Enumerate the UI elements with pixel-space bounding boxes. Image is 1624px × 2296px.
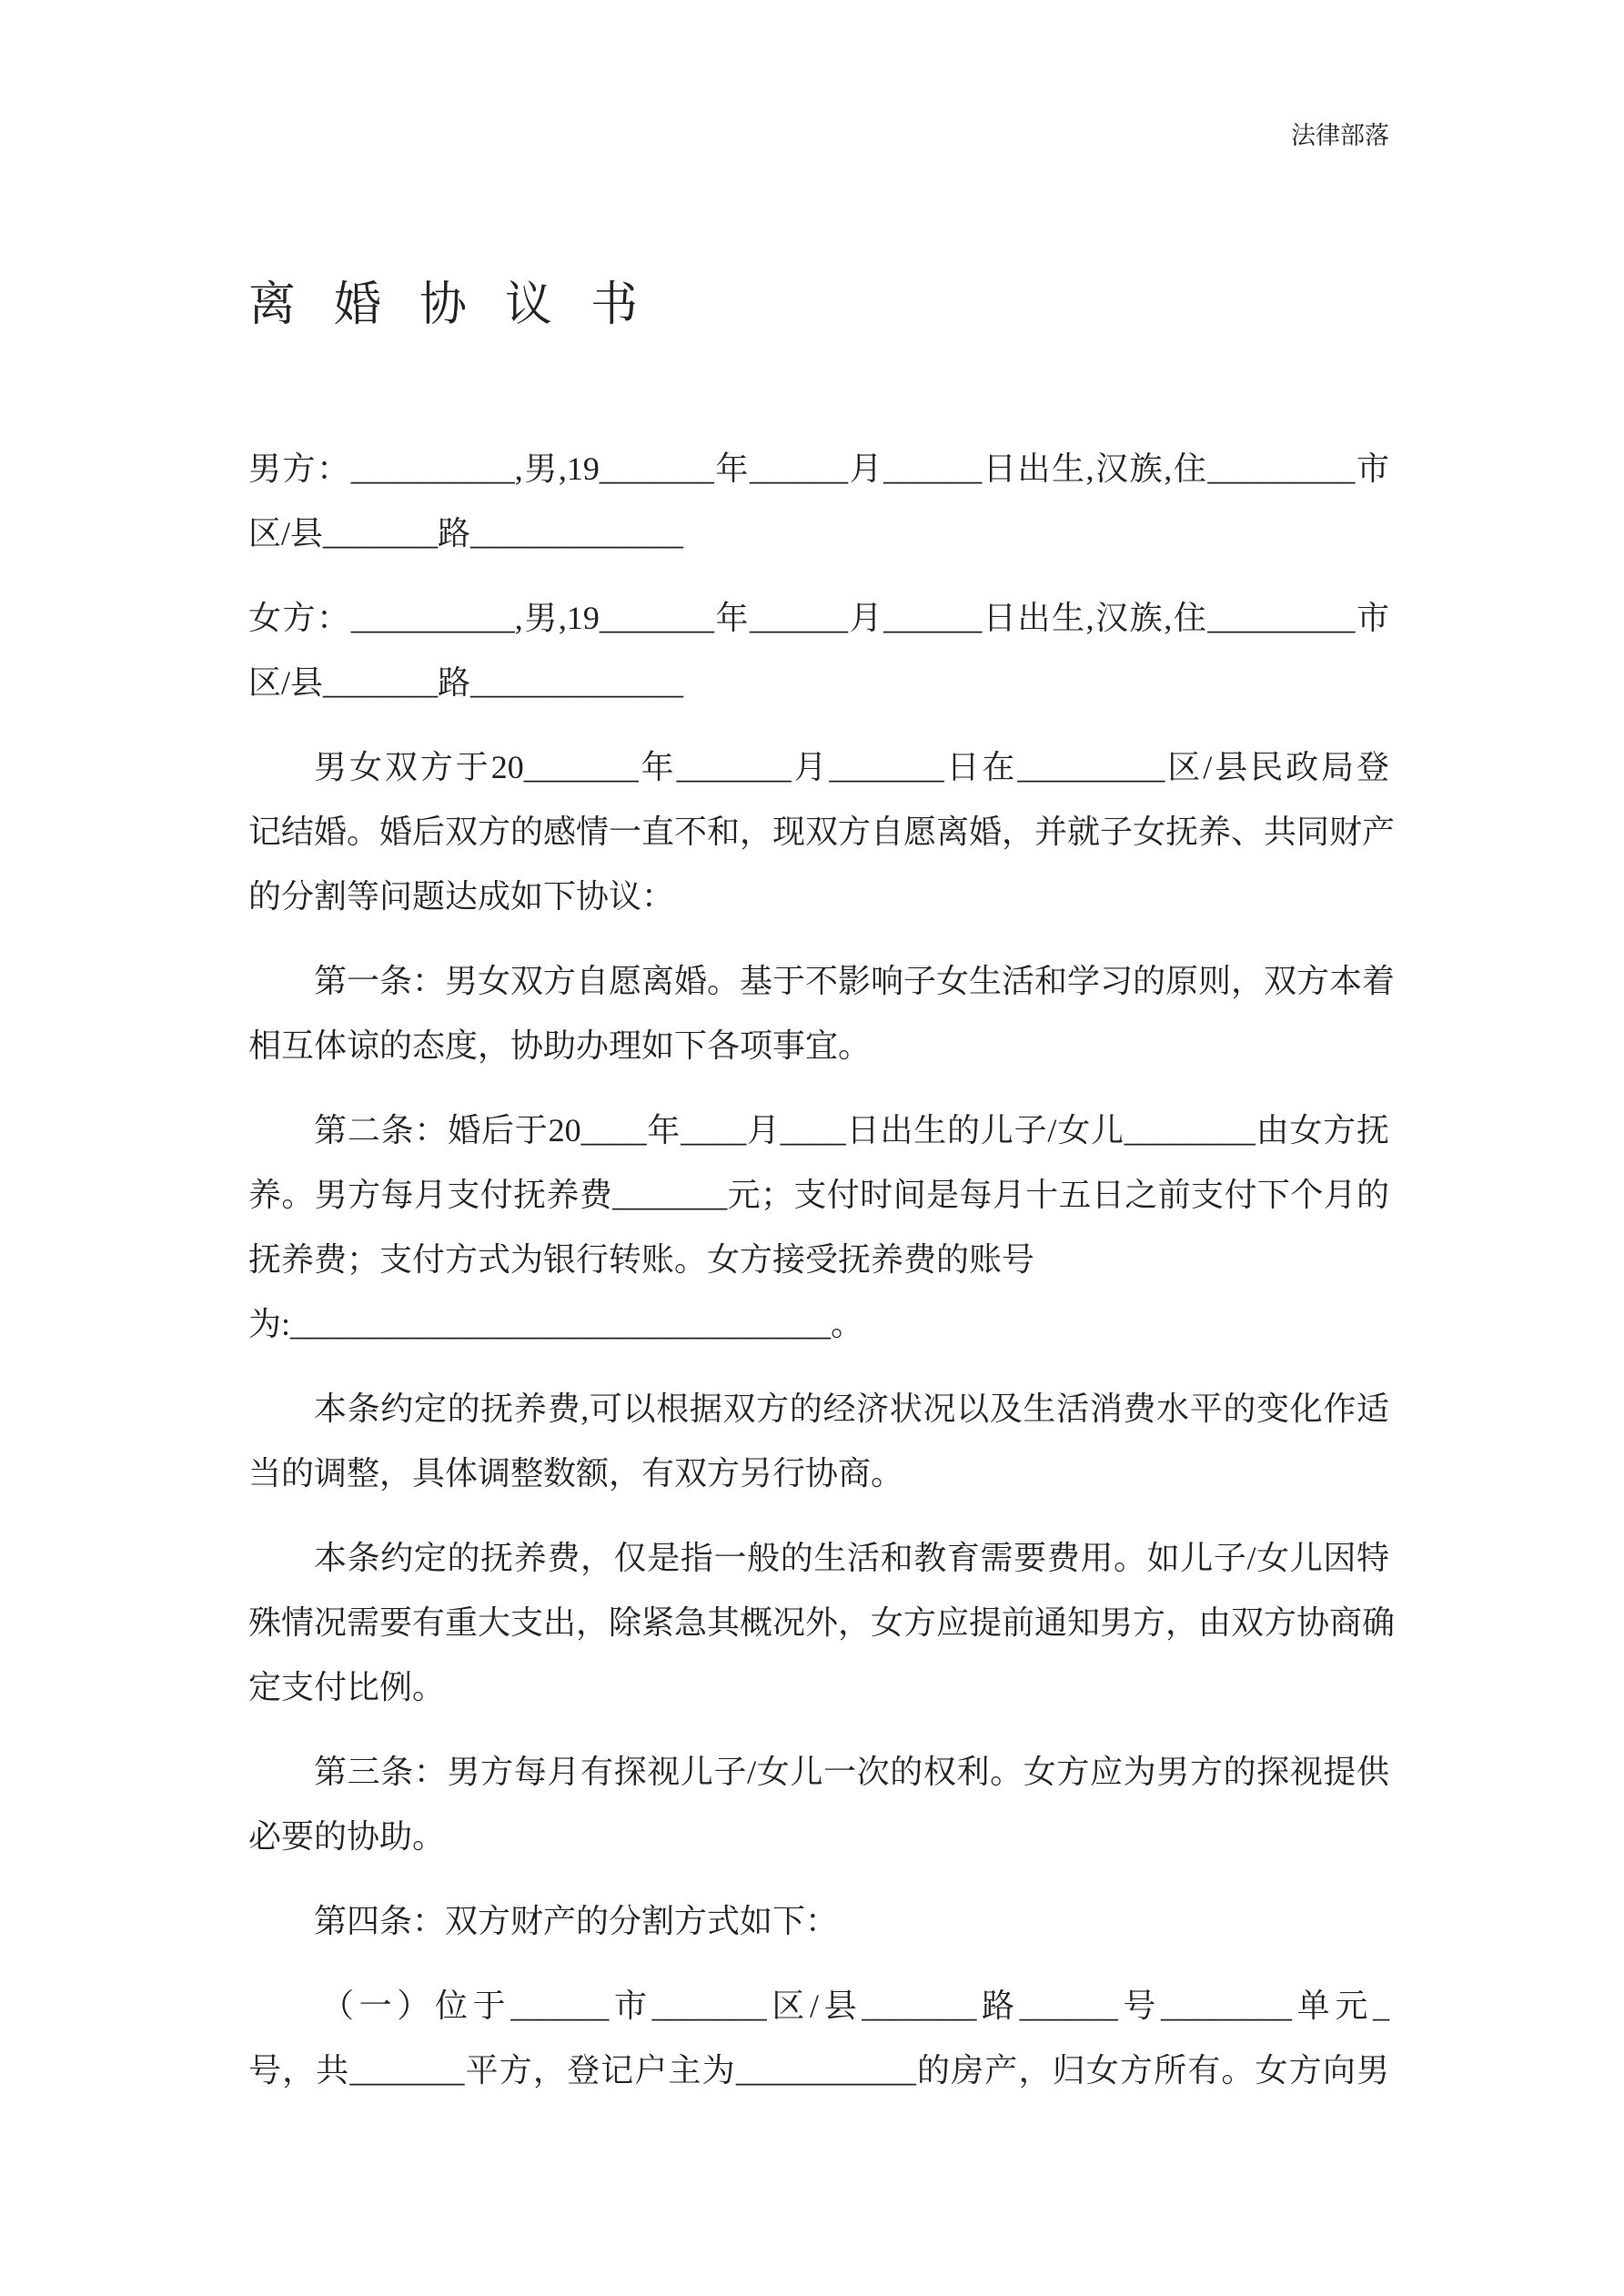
paragraph xyxy=(248,437,1389,566)
paragraph xyxy=(248,586,1389,715)
paragraph xyxy=(248,1526,1396,1720)
text-line: 第二条：婚后于20____年____月____日出生的儿子/女儿________由女方抚 xyxy=(314,1112,1389,1148)
text-line: 养。男方每月支付抚养费_______元；支付时间是每月十五日之前支付下个月的 xyxy=(248,1177,1389,1213)
paragraph xyxy=(248,1974,1389,2103)
text-line: 女方：__________,男,19_______年______月______日出生,汉族,住_________市 xyxy=(248,600,1389,636)
text-line: 记结婚。婚后双方的感情一直不和，现双方自愿离婚，并就子女抚养、共同财产 xyxy=(248,814,1396,850)
paragraph xyxy=(248,1377,1389,1506)
text-line: 第三条：男方每月有探视儿子/女儿一次的权利。女方应为男方的探视提供 xyxy=(314,1754,1389,1790)
text-line: 区/县_______路_____________ xyxy=(248,515,684,551)
text-line: 本条约定的抚养费，仅是指一般的生活和教育需要费用。如儿子/女儿因特 xyxy=(314,1540,1389,1576)
text-line: 相互体谅的态度，协助办理如下各项事宜。 xyxy=(248,1027,872,1064)
text-line: 第一条：男女双方自愿离婚。基于不影响子女生活和学习的原则，双方本着 xyxy=(314,963,1396,999)
text-line: 的分割等问题达成如下协议： xyxy=(248,878,675,915)
text-line: 本条约定的抚养费,可以根据双方的经济状况以及生活消费水平的变化作适 xyxy=(314,1391,1389,1427)
text-line: 必要的协助。 xyxy=(248,1818,446,1855)
text-line: 抚养费；支付方式为银行转账。女方接受抚养费的账号 xyxy=(248,1241,1035,1278)
text-line: 区/县_______路_____________ xyxy=(248,664,684,701)
document-body xyxy=(248,437,1396,2123)
paragraph xyxy=(248,1098,1389,1357)
text-line: （一）位于______市_______区/县_______路______号________单元_ xyxy=(321,1988,1389,2024)
text-line: 殊情况需要有重大支出，除紧急其概况外，女方应提前通知男方，由双方协商确 xyxy=(248,1604,1396,1641)
text-line: 定支付比例。 xyxy=(248,1669,446,1705)
text-line: 为:_________________________________。 xyxy=(248,1306,864,1342)
paragraph xyxy=(248,735,1396,929)
paragraph xyxy=(248,949,1396,1078)
paragraph xyxy=(248,1889,1389,1954)
text-line: 当的调整，具体调整数额，有双方另行协商。 xyxy=(248,1455,904,1492)
text-line: 男方：__________,男,19_______年______月______日出生,汉族,住_________市 xyxy=(248,450,1389,487)
text-line: 第四条：双方财产的分割方式如下： xyxy=(314,1903,839,1939)
text-line: 男女双方于20_______年_______月_______日在_________区/县民政局登 xyxy=(314,749,1389,785)
paragraph xyxy=(248,1740,1389,1869)
text-line: 号，共_______平方，登记户主为___________的房产，归女方所有。女方向男 xyxy=(248,2052,1389,2089)
document-source-label: 法律部落 xyxy=(1291,122,1389,149)
document-title: 离婚协议书 xyxy=(248,279,677,331)
